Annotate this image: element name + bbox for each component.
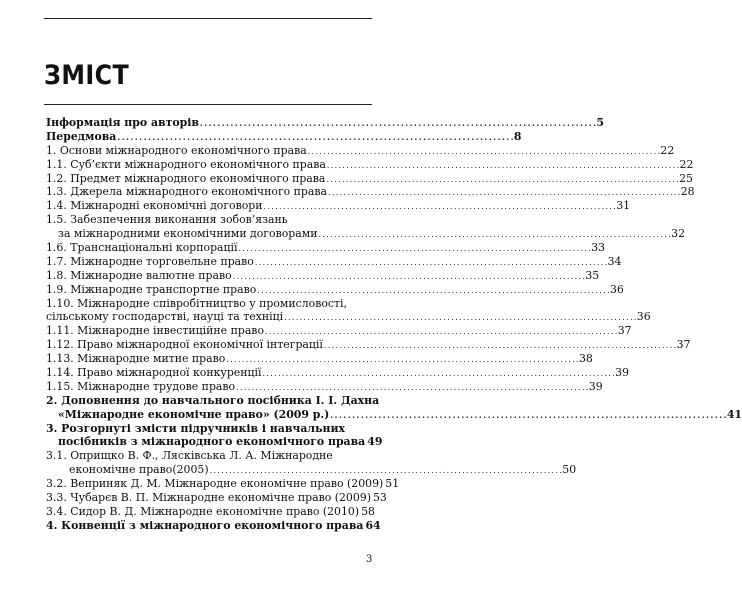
toc-entry-label: 3.4. Сидор В. Д. Міжнародне економічне право (2010)	[46, 504, 360, 518]
toc-entry-page: 32	[671, 227, 686, 241]
toc-entry-page: 33	[591, 241, 606, 255]
dot-leader	[324, 338, 676, 353]
toc-entry-page: 50	[562, 463, 577, 477]
dot-leader	[318, 227, 670, 242]
toc-entry-page: 37	[676, 338, 691, 352]
dot-leader	[264, 199, 616, 214]
toc-entry-label: 1.3. Джерела міжнародного економічного права	[46, 185, 328, 199]
dot-leader	[327, 158, 679, 173]
toc-entry-page: 25	[679, 171, 693, 185]
toc-entry-label: за міжнародними економічними договорами	[58, 227, 318, 241]
toc-entry-label: 1.9. Міжнародне транспортне право	[46, 282, 257, 296]
toc-entry-label: 1.6. Транснаціональні корпорації	[46, 241, 238, 255]
toc-entry-label: 1. Основи міжнародного економічного права	[46, 143, 307, 157]
dot-leader	[239, 241, 591, 256]
dot-leader	[233, 269, 585, 284]
toc-entry	[46, 477, 400, 491]
toc-entry-page: 51	[385, 477, 400, 491]
toc-entry-label: 3.2. Веприняк Д. М. Міжнародне економічне право (2009)	[46, 477, 384, 491]
toc-entry	[46, 422, 372, 436]
dot-leader	[330, 408, 726, 423]
toc-entry-label: Інформація про авторів	[46, 116, 199, 129]
page-title: ЗМІСТ	[44, 60, 130, 91]
toc-entry	[46, 518, 381, 533]
toc-entry-label: Передмова	[46, 129, 117, 143]
toc-entry	[46, 449, 372, 463]
toc-entry	[46, 282, 624, 297]
toc-entry	[46, 379, 603, 394]
toc-entry-label: 3.3. Чубарєв В. П. Міжнародне економічне право (2009)	[46, 491, 371, 505]
toc-entry-page: 22	[679, 157, 694, 171]
toc-entry	[46, 116, 604, 130]
dot-leader	[257, 283, 609, 298]
toc-entry	[46, 407, 742, 422]
toc-entry-label: 1.12. Право міжнародної економічної інтеграції	[46, 338, 323, 352]
toc-entry-page: 8	[513, 129, 522, 143]
toc-entry	[46, 171, 693, 186]
toc-entry-label: «Міжнародне економічне право» (2009 р.)	[58, 407, 330, 421]
toc-entry-label: 1.14. Право міжнародної конкуренції	[46, 366, 262, 380]
toc-entry-label: 1.2. Предмет міжнародного економічного права	[46, 171, 326, 185]
toc-entry-page: 38	[579, 352, 593, 366]
toc-entry	[46, 352, 593, 366]
toc-entry-page: 41	[726, 407, 742, 421]
toc-entry-label: 1.11. Міжнародне інвестиційне право	[46, 324, 264, 338]
toc-entry-page: 34	[607, 254, 622, 268]
toc-entry-label: 1.7. Міжнародне торговельне право	[46, 254, 254, 268]
dot-leader	[226, 352, 578, 367]
toc-entry-label: економічне право(2005)	[69, 463, 209, 477]
toc-entry-label: 1.5. Забезпечення виконання зобов’язань	[46, 213, 288, 227]
toc-entry-page: 39	[588, 379, 603, 393]
title-rule	[44, 104, 372, 105]
toc-entry	[46, 435, 383, 449]
toc-entry-page: 5	[596, 116, 604, 129]
dot-leader	[265, 324, 617, 339]
toc-entry	[46, 297, 372, 311]
toc-entry	[46, 254, 622, 269]
dot-leader	[255, 255, 607, 270]
toc-entry	[46, 504, 375, 519]
dot-leader	[236, 380, 588, 395]
toc-entry	[46, 143, 675, 158]
toc-entry	[46, 463, 577, 477]
toc-entry-label: 1.1. Суб’єкти міжнародного економічного права	[46, 157, 326, 171]
dot-leader	[308, 144, 660, 159]
toc-entry-page: 37	[617, 324, 632, 338]
toc-entry	[46, 366, 630, 380]
toc-entry	[46, 268, 600, 283]
toc-entry	[46, 185, 695, 199]
toc-entry-label: 2. Доповнення до навчального посібника І. І. Дахна	[46, 393, 380, 407]
toc-entry-page: 39	[615, 366, 630, 380]
toc-entry-page: 31	[616, 199, 631, 213]
toc-entry	[46, 213, 372, 227]
toc-entry-page: 22	[660, 143, 675, 157]
toc-entry-label: сільському господарстві, науці та техніці	[46, 310, 284, 324]
dot-leader	[200, 116, 596, 131]
toc-entry-page: 36	[636, 310, 651, 324]
toc-entry-page: 53	[372, 491, 387, 505]
toc-entry-label: 1.13. Міжнародне митне право	[46, 352, 226, 366]
toc-entry-page: 58	[361, 504, 375, 518]
toc-entry-label: 1.10. Міжнародне співробітництво у промисловості,	[46, 296, 347, 310]
dot-leader	[328, 185, 680, 200]
toc-entry-label: 1.4. Міжнародні економічні договори	[46, 199, 263, 213]
toc-entry-label: 1.8. Міжнародне валютне право	[46, 268, 232, 282]
toc-entry-label: 4. Конвенції з міжнародного економічного права	[46, 518, 364, 532]
toc-entry-label: 1.15. Міжнародне трудове право	[46, 379, 236, 393]
toc-entry	[46, 199, 631, 213]
toc-entry	[46, 157, 694, 172]
toc-entry-page: 36	[609, 282, 624, 296]
dot-leader	[262, 366, 614, 381]
toc-entry	[46, 241, 606, 255]
top-rule	[44, 18, 372, 19]
toc-entry	[46, 393, 380, 408]
dot-leader	[284, 310, 636, 325]
toc-entry-label: посібників з міжнародного економічного права	[58, 435, 366, 449]
toc-entry	[46, 324, 632, 338]
toc-entry-label: 3.1. Оприщко В. Ф., Лясківська Л. А. Міжнародне	[46, 449, 333, 463]
toc-entry-page: 35	[585, 268, 600, 282]
toc-entry-page: 49	[367, 435, 383, 449]
dot-leader	[117, 130, 513, 145]
dot-leader	[326, 172, 678, 187]
toc-entry-page: 28	[680, 185, 695, 199]
toc-entry	[46, 338, 691, 352]
toc-entry-page: 64	[365, 518, 381, 532]
dot-leader	[210, 463, 562, 478]
page-number: 3	[366, 554, 373, 565]
toc-entry	[46, 310, 651, 324]
table-of-contents	[46, 116, 742, 533]
toc-entry	[46, 227, 686, 241]
toc-entry	[46, 491, 387, 505]
toc-entry-label: 3. Розгорнуті змісти підручників і навчальних	[46, 421, 346, 435]
toc-entry	[46, 129, 522, 144]
